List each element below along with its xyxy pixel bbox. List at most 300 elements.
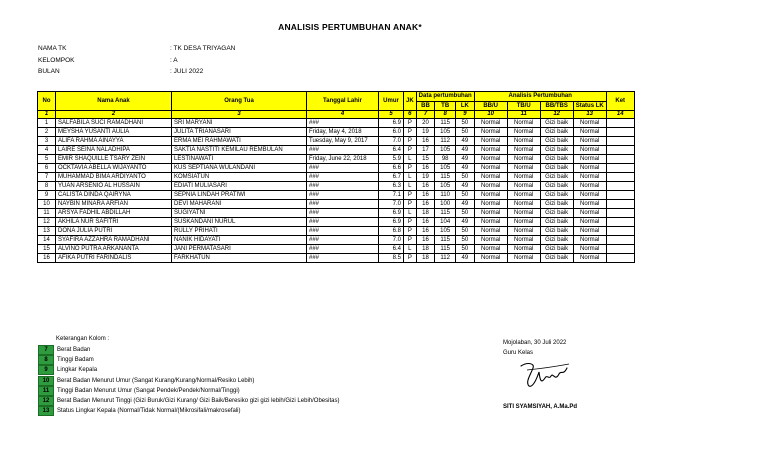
table-row <box>38 119 635 128</box>
cell-tgl: ### <box>307 227 379 236</box>
cell-bbu: Normal <box>474 128 507 137</box>
cell-bbu: Normal <box>474 155 507 164</box>
cell-tb: 112 <box>435 137 456 146</box>
col-status-lk: Status LK <box>573 102 606 111</box>
cell-no: 2 <box>38 128 56 137</box>
cell-ket <box>606 155 634 164</box>
cell-jk: L <box>404 209 417 218</box>
cell-tb: 110 <box>435 191 456 200</box>
cell-tgl: Tuesday, May 9, 2017 <box>307 137 379 146</box>
cell-tbu: Normal <box>507 254 540 263</box>
cell-umur: 6.6 <box>379 164 404 173</box>
cell-bbtbs: Gizi baik <box>540 191 573 200</box>
cell-ket <box>606 209 634 218</box>
cell-tb: 115 <box>435 119 456 128</box>
legend-item <box>38 386 339 396</box>
cell-ortu: SUGIYATNI <box>172 209 307 218</box>
cell-tbu: Normal <box>507 227 540 236</box>
col-tb: TB <box>435 102 456 111</box>
cell-bbu: Normal <box>474 182 507 191</box>
cell-ortu: SEPNIA LINDAH PRATIWI <box>172 191 307 200</box>
cell-slk: Normal <box>573 245 606 254</box>
cell-slk: Normal <box>573 254 606 263</box>
col-analisis: Analisis Pertumbuhan <box>474 92 606 102</box>
col-number: 9 <box>456 111 475 119</box>
cell-tbu: Normal <box>507 137 540 146</box>
cell-jk: P <box>404 128 417 137</box>
cell-bbtbs: Gizi baik <box>540 254 573 263</box>
cell-bbu: Normal <box>474 164 507 173</box>
cell-ortu: FARKHATUN <box>172 254 307 263</box>
col-umur: Umur <box>379 92 404 111</box>
cell-no: 12 <box>38 218 56 227</box>
cell-tbu: Normal <box>507 209 540 218</box>
cell-umur: 7.0 <box>379 200 404 209</box>
cell-ket <box>606 119 634 128</box>
legend-item <box>38 365 339 375</box>
cell-no: 15 <box>38 245 56 254</box>
cell-lk: 49 <box>456 164 475 173</box>
cell-no: 11 <box>38 209 56 218</box>
cell-bb: 16 <box>416 236 435 245</box>
cell-jk: P <box>404 146 417 155</box>
col-number: 5 <box>379 111 404 119</box>
cell-lk: 50 <box>456 191 475 200</box>
cell-nama: AKHILA NUR SAFITRI <box>56 218 172 227</box>
cell-slk: Normal <box>573 164 606 173</box>
cell-bb: 16 <box>416 137 435 146</box>
cell-no: 8 <box>38 182 56 191</box>
legend-text: Berat Badan <box>57 347 91 354</box>
col-number: 12 <box>540 111 573 119</box>
cell-ortu: LESTINAWATI <box>172 155 307 164</box>
cell-ket <box>606 164 634 173</box>
cell-no: 4 <box>38 146 56 155</box>
cell-no: 3 <box>38 137 56 146</box>
col-jk: JK <box>404 92 417 111</box>
sign-role: Guru Kelas <box>503 350 534 356</box>
table-row <box>38 155 635 164</box>
cell-ortu: JULITA TRIANASARI <box>172 128 307 137</box>
legend-title: Keterangan Kolom : <box>56 336 110 342</box>
cell-jk: P <box>404 119 417 128</box>
cell-tbu: Normal <box>507 128 540 137</box>
legend-item <box>38 376 339 386</box>
cell-jk: P <box>404 254 417 263</box>
cell-umur: 6.9 <box>379 119 404 128</box>
cell-tbu: Normal <box>507 155 540 164</box>
cell-slk: Normal <box>573 128 606 137</box>
cell-tb: 98 <box>435 155 456 164</box>
cell-bb: 20 <box>416 119 435 128</box>
table-row <box>38 227 635 236</box>
cell-jk: P <box>404 200 417 209</box>
cell-slk: Normal <box>573 137 606 146</box>
cell-lk: 49 <box>456 155 475 164</box>
cell-bbu: Normal <box>474 218 507 227</box>
cell-no: 5 <box>38 155 56 164</box>
col-no: No <box>38 92 56 111</box>
cell-umur: 5.9 <box>379 155 404 164</box>
cell-tgl: ### <box>307 209 379 218</box>
document-title: ANALISIS PERTUMBUHAN ANAK* <box>278 22 422 32</box>
cell-ortu: KUS SEPTIANA WULANDANI <box>172 164 307 173</box>
cell-tb: 112 <box>435 254 456 263</box>
cell-jk: P <box>404 218 417 227</box>
cell-bbu: Normal <box>474 137 507 146</box>
table-row <box>38 245 635 254</box>
col-number: 11 <box>507 111 540 119</box>
cell-umur: 6.7 <box>379 173 404 182</box>
legend-item <box>38 396 339 406</box>
cell-bb: 19 <box>416 173 435 182</box>
cell-slk: Normal <box>573 182 606 191</box>
cell-bbu: Normal <box>474 173 507 182</box>
cell-bbu: Normal <box>474 209 507 218</box>
cell-umur: 6.0 <box>379 128 404 137</box>
cell-tgl: ### <box>307 164 379 173</box>
cell-lk: 49 <box>456 254 475 263</box>
cell-jk: L <box>404 182 417 191</box>
legend-item <box>38 355 339 365</box>
cell-tb: 115 <box>435 236 456 245</box>
info-key: KELOMPOK <box>38 56 75 64</box>
cell-bbtbs: Gizi baik <box>540 236 573 245</box>
cell-slk: Normal <box>573 236 606 245</box>
cell-bb: 16 <box>416 200 435 209</box>
cell-nama: OCKTAVIA ABELLA WIJAYANTO <box>56 164 172 173</box>
cell-slk: Normal <box>573 191 606 200</box>
cell-umur: 7.1 <box>379 191 404 200</box>
cell-tb: 115 <box>435 245 456 254</box>
cell-no: 13 <box>38 227 56 236</box>
cell-no: 14 <box>38 236 56 245</box>
growth-table <box>37 91 635 263</box>
table-row <box>38 236 635 245</box>
cell-bbtbs: Gizi baik <box>540 182 573 191</box>
cell-bb: 16 <box>416 164 435 173</box>
cell-bb: 16 <box>416 182 435 191</box>
cell-ortu: DEVI MAHARANI <box>172 200 307 209</box>
cell-jk: L <box>404 245 417 254</box>
col-number: 14 <box>606 111 634 119</box>
cell-tgl: ### <box>307 191 379 200</box>
cell-tgl: ### <box>307 236 379 245</box>
col-tbu: TB/U <box>507 102 540 111</box>
cell-slk: Normal <box>573 155 606 164</box>
info-key: NAMA TK <box>38 45 67 52</box>
col-number: 3 <box>172 111 307 119</box>
legend <box>38 336 339 416</box>
cell-ket <box>606 182 634 191</box>
cell-ortu: KOMSIATUN <box>172 173 307 182</box>
cell-bbu: Normal <box>474 119 507 128</box>
cell-lk: 50 <box>456 236 475 245</box>
table-row <box>38 164 635 173</box>
info-row <box>38 43 235 55</box>
col-number: 8 <box>435 111 456 119</box>
cell-tbu: Normal <box>507 119 540 128</box>
cell-ortu: JANI PERMATASARI <box>172 245 307 254</box>
info-value: : JULI 2022 <box>170 68 204 75</box>
table-row <box>38 200 635 209</box>
cell-nama: ALVINO PUTRA ARKANANTA <box>56 245 172 254</box>
cell-no: 7 <box>38 173 56 182</box>
cell-bbu: Normal <box>474 254 507 263</box>
legend-item <box>38 406 339 416</box>
cell-nama: NAYBIN MINARA ARFIAN <box>56 200 172 209</box>
cell-jk: P <box>404 227 417 236</box>
cell-tb: 105 <box>435 227 456 236</box>
cell-umur: 6.9 <box>379 209 404 218</box>
cell-bbtbs: Gizi baik <box>540 245 573 254</box>
cell-bbtbs: Gizi baik <box>540 137 573 146</box>
cell-tb: 105 <box>435 128 456 137</box>
table-row <box>38 191 635 200</box>
cell-slk: Normal <box>573 173 606 182</box>
cell-ket <box>606 191 634 200</box>
cell-tbu: Normal <box>507 236 540 245</box>
legend-number-badge: 8 <box>38 355 54 365</box>
cell-ket <box>606 227 634 236</box>
col-number: 1 <box>38 111 56 119</box>
cell-bbtbs: Gizi baik <box>540 173 573 182</box>
cell-jk: P <box>404 236 417 245</box>
col-ket: Ket <box>606 92 634 111</box>
table-row <box>38 128 635 137</box>
cell-tgl: ### <box>307 200 379 209</box>
cell-umur: 8.5 <box>379 254 404 263</box>
legend-number-badge: 9 <box>38 365 54 375</box>
cell-tgl: ### <box>307 146 379 155</box>
cell-tbu: Normal <box>507 191 540 200</box>
cell-nama: AFIKA PUTRI FARINDALIS <box>56 254 172 263</box>
cell-lk: 50 <box>456 209 475 218</box>
cell-nama: ARSYA FADHIL ABDILLAH <box>56 209 172 218</box>
cell-tbu: Normal <box>507 200 540 209</box>
signature-graphic <box>513 360 573 390</box>
cell-ket <box>606 245 634 254</box>
cell-umur: 6.8 <box>379 227 404 236</box>
cell-nama: LAIRE SEINA NALADHIPA <box>56 146 172 155</box>
cell-tgl: ### <box>307 173 379 182</box>
cell-bbu: Normal <box>474 236 507 245</box>
col-number: 4 <box>307 111 379 119</box>
cell-bbtbs: Gizi baik <box>540 128 573 137</box>
sign-place-date: Mojolaban, 30 Juli 2022 <box>503 340 567 346</box>
table-row <box>38 173 635 182</box>
cell-umur: 6.4 <box>379 146 404 155</box>
cell-tbu: Normal <box>507 146 540 155</box>
col-nama: Nama Anak <box>56 92 172 111</box>
cell-ket <box>606 128 634 137</box>
table-row <box>38 182 635 191</box>
cell-bb: 15 <box>416 155 435 164</box>
cell-tbu: Normal <box>507 245 540 254</box>
legend-text: Berat Badan Menurut Umur (Sangat Kurang/Kurang/Normal/Resiko Lebih) <box>57 377 255 384</box>
cell-tbu: Normal <box>507 182 540 191</box>
cell-slk: Normal <box>573 146 606 155</box>
cell-tgl: ### <box>307 254 379 263</box>
col-number: 13 <box>573 111 606 119</box>
cell-bbu: Normal <box>474 200 507 209</box>
cell-umur: 7.0 <box>379 137 404 146</box>
info-row <box>38 55 235 67</box>
cell-ket <box>606 218 634 227</box>
cell-tb: 105 <box>435 146 456 155</box>
cell-lk: 50 <box>456 128 475 137</box>
cell-bbu: Normal <box>474 245 507 254</box>
info-key: BULAN <box>38 68 60 75</box>
cell-jk: P <box>404 164 417 173</box>
cell-tb: 105 <box>435 164 456 173</box>
cell-lk: 49 <box>456 200 475 209</box>
table-row <box>38 218 635 227</box>
cell-umur: 6.4 <box>379 245 404 254</box>
cell-bbtbs: Gizi baik <box>540 218 573 227</box>
cell-bb: 19 <box>416 128 435 137</box>
cell-nama: MUHAMMAD BIMA ARDIYANTO <box>56 173 172 182</box>
legend-text: Status Lingkar Kepala (Normal/Tidak Normal/(Mikrosifali/makrosefali) <box>57 408 241 415</box>
cell-lk: 49 <box>456 146 475 155</box>
cell-bb: 16 <box>416 191 435 200</box>
cell-ortu: SRI MARYANI <box>172 119 307 128</box>
cell-bbtbs: Gizi baik <box>540 119 573 128</box>
cell-ortu: ERMA MEI RAHMAWATI <box>172 137 307 146</box>
cell-bbu: Normal <box>474 227 507 236</box>
legend-number-badge: 11 <box>38 386 54 396</box>
cell-no: 10 <box>38 200 56 209</box>
table-row <box>38 209 635 218</box>
cell-no: 1 <box>38 119 56 128</box>
col-tgl: Tanggal Lahir <box>307 92 379 111</box>
cell-ortu: NANIK HIDAYATI <box>172 236 307 245</box>
cell-slk: Normal <box>573 218 606 227</box>
cell-nama: SALFABILA SUCI RAMADHANI <box>56 119 172 128</box>
info-row <box>38 66 235 78</box>
cell-nama: EMIR SHAQUILLE TSARY ZEIN <box>56 155 172 164</box>
legend-number-badge: 13 <box>38 406 54 416</box>
cell-bb: 16 <box>416 218 435 227</box>
col-number: 2 <box>56 111 172 119</box>
cell-umur: 7.0 <box>379 236 404 245</box>
cell-ortu: SUSKANDANI NURUL <box>172 218 307 227</box>
cell-bbtbs: Gizi baik <box>540 155 573 164</box>
cell-lk: 50 <box>456 119 475 128</box>
cell-lk: 50 <box>456 245 475 254</box>
cell-ortu: RULLY PRIHATI <box>172 227 307 236</box>
col-lk: LK <box>456 102 475 111</box>
table-row <box>38 146 635 155</box>
cell-tb: 100 <box>435 200 456 209</box>
sign-name: SITI SYAMSIYAH, A.Ma.Pd <box>503 404 578 410</box>
cell-slk: Normal <box>573 227 606 236</box>
col-number: 7 <box>416 111 435 119</box>
cell-lk: 50 <box>456 227 475 236</box>
cell-slk: Normal <box>573 119 606 128</box>
cell-tb: 115 <box>435 173 456 182</box>
col-bbu: BB/U <box>474 102 507 111</box>
cell-jk: L <box>404 173 417 182</box>
cell-tgl: Friday, May 4, 2018 <box>307 128 379 137</box>
cell-nama: ALIFA RAHMA AINAYYA <box>56 137 172 146</box>
cell-lk: 50 <box>456 173 475 182</box>
legend-text: Berat Badan Menurut Tinggi (Gizi Buruk/Gizi Kurang/ Gizi Baik/Beresiko gizi gizi lebih/Gizi Lebih/Obesitas) <box>57 398 340 405</box>
col-ortu: Orang Tua <box>172 92 307 111</box>
table-row <box>38 254 635 263</box>
cell-tgl: ### <box>307 119 379 128</box>
cell-ket <box>606 254 634 263</box>
cell-lk: 49 <box>456 137 475 146</box>
legend-text: Lingkar Kepala <box>57 367 98 374</box>
cell-ket <box>606 173 634 182</box>
cell-tbu: Normal <box>507 164 540 173</box>
cell-umur: 6.9 <box>379 218 404 227</box>
cell-nama: DONA JULIA PUTRI <box>56 227 172 236</box>
col-number: 10 <box>474 111 507 119</box>
cell-no: 6 <box>38 164 56 173</box>
cell-umur: 6.3 <box>379 182 404 191</box>
col-bbtbs: BB/TBS <box>540 102 573 111</box>
legend-text: Tinggi Badan Menurut Umur (Sangat Pendek/Pendek/Normal/Tinggi) <box>57 387 240 394</box>
cell-lk: 49 <box>456 218 475 227</box>
cell-tgl: Friday, June 22, 2018 <box>307 155 379 164</box>
cell-no: 16 <box>38 254 56 263</box>
cell-tb: 104 <box>435 218 456 227</box>
cell-bb: 17 <box>416 146 435 155</box>
legend-text: Tinggi Badam <box>57 357 94 364</box>
col-number: 6 <box>404 111 417 119</box>
info-block <box>38 43 235 78</box>
cell-no: 9 <box>38 191 56 200</box>
cell-tgl: ### <box>307 182 379 191</box>
cell-bbu: Normal <box>474 191 507 200</box>
cell-ortu: EDIATI MULIASARI <box>172 182 307 191</box>
cell-ket <box>606 146 634 155</box>
table-row <box>38 137 635 146</box>
cell-slk: Normal <box>573 200 606 209</box>
legend-number-badge: 10 <box>38 376 54 386</box>
cell-bbtbs: Gizi baik <box>540 209 573 218</box>
cell-tbu: Normal <box>507 173 540 182</box>
cell-bbtbs: Gizi baik <box>540 200 573 209</box>
cell-bbtbs: Gizi baik <box>540 227 573 236</box>
cell-jk: P <box>404 191 417 200</box>
signature-block <box>503 338 577 412</box>
col-data-pertumbuhan: Data pertumbuhan <box>416 92 474 102</box>
cell-bb: 18 <box>416 245 435 254</box>
cell-ket <box>606 200 634 209</box>
cell-slk: Normal <box>573 209 606 218</box>
cell-tb: 105 <box>435 182 456 191</box>
cell-bb: 16 <box>416 227 435 236</box>
info-value: : A <box>170 56 178 64</box>
cell-ortu: SAKTIA NASTITI KEMILAU REMBULAN <box>172 146 307 155</box>
cell-tgl: ### <box>307 218 379 227</box>
cell-tb: 115 <box>435 209 456 218</box>
cell-bbtbs: Gizi baik <box>540 164 573 173</box>
cell-lk: 49 <box>456 182 475 191</box>
cell-jk: P <box>404 137 417 146</box>
col-bb: BB <box>416 102 435 111</box>
cell-bbtbs: Gizi baik <box>540 146 573 155</box>
cell-jk: L <box>404 155 417 164</box>
cell-bb: 18 <box>416 254 435 263</box>
info-value: : TK DESA TRIYAGAN <box>170 45 236 52</box>
cell-tbu: Normal <box>507 218 540 227</box>
cell-nama: CALISTA DINDA QAIRYNA <box>56 191 172 200</box>
cell-bb: 18 <box>416 209 435 218</box>
